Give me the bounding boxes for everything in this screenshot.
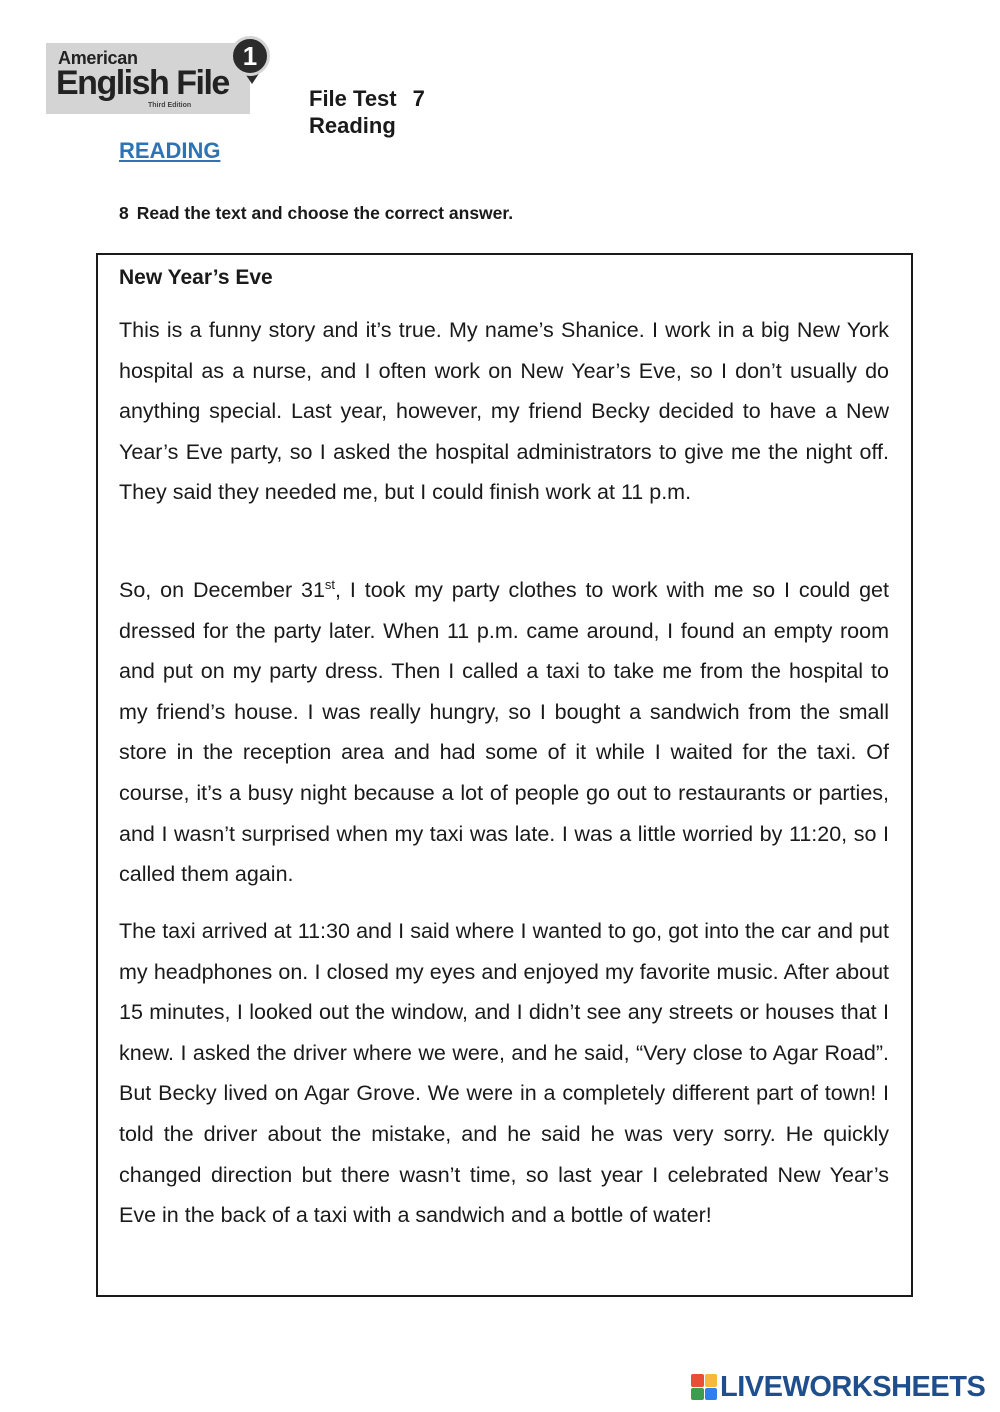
story-paragraph-2 — [119, 570, 889, 895]
logo-level-badge: 1 — [230, 36, 270, 76]
publisher-logo — [46, 36, 264, 114]
story-paragraph-1: This is a funny story and it’s true. My name’s Shanice. I work in a big New York hospital as a nurse, and I often work on New Year’s Eve, so I don’t usually do anything special. Last year, however, my friend Becky decided to have a New Year’s Eve party, so I asked the hospital administrators to give me the night off. They said they needed me, but I could finish work at 11 p.m. — [119, 318, 889, 505]
liveworksheets-watermark — [691, 1371, 985, 1403]
logo-square-3 — [691, 1388, 704, 1401]
logo-line-american: American — [58, 48, 138, 68]
file-test-label: File Test — [309, 86, 397, 111]
ordinal-suffix: st — [324, 576, 336, 592]
paragraph-2-start: So, on December 31 — [119, 578, 325, 602]
logo-line-edition: Third Edition — [148, 102, 192, 109]
liveworksheets-logo-icon — [691, 1374, 717, 1400]
file-test-number: 7 — [412, 86, 425, 111]
exercise-instruction-text: Read the text and choose the correct answer. — [136, 203, 514, 223]
story-title: New Year’s Eve — [119, 266, 273, 289]
exercise-instruction — [119, 203, 513, 224]
file-test-heading — [309, 85, 425, 139]
reading-section-link[interactable]: READING — [119, 138, 221, 163]
logo-square-4 — [705, 1388, 718, 1401]
logo-line-english-file: English File — [56, 64, 229, 102]
logo-square-1 — [691, 1374, 704, 1387]
paragraph-2-rest: , I took my party clothes to work with me so I could get dressed for the party later. When 11 p.m. came around, I found an empty room and put on my party dress. Then I called a taxi to take me from the hospital to my friend’s house. I was really hungry, so I bought a sandwich from the small store in the reception area and had some of it while I waited for the taxi. Of course, it’s a busy night because a lot of people go out to restaurants or parties, and I wasn’t surprised when my taxi was late. I was a little worried by 11:20, so I called them again. — [119, 578, 889, 887]
story-paragraph-3: The taxi arrived at 11:30 and I said where I wanted to go, got into the car and put my headphones on. I closed my eyes and enjoyed my favorite music. After about 15 minutes, I looked out the window, and I didn’t see any streets or houses that I knew. I asked the driver where we were, and he said, “Very close to Agar Road”. But Becky lived on Agar Grove. We were in a completely different part of town! I told the driver about the mistake, and he said he was very sorry. He quickly changed direction but there wasn’t time, so last year I celebrated New Year’s Eve in the back of a taxi with a sandwich and a bottle of water! — [119, 919, 889, 1228]
logo-square-2 — [705, 1374, 718, 1387]
exercise-number: 8 — [119, 203, 129, 223]
file-test-subtitle: Reading — [309, 113, 396, 138]
watermark-text: LIVEWORKSHEETS — [720, 1370, 986, 1403]
